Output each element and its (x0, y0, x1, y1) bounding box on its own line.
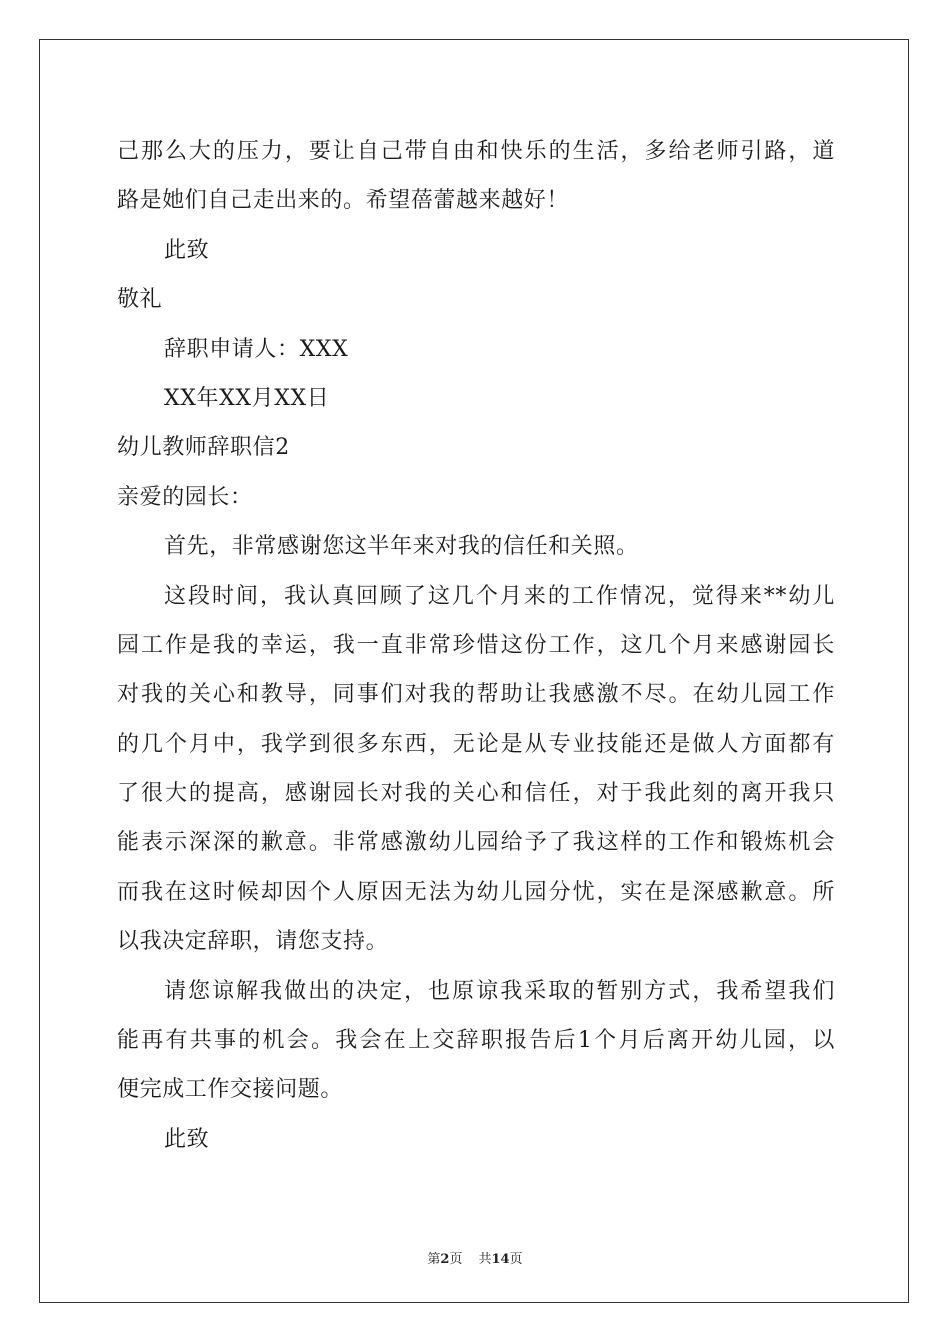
paragraph-line: 园工作是我的幸运，我一直非常珍惜这份工作，这几个月来感谢园长 (117, 632, 835, 658)
closing-regards: 敬礼 (117, 287, 163, 313)
letter-greeting: 亲爱的园长： (117, 484, 253, 510)
paragraph-line: 能再有共事的机会。我会在上交辞职报告后1个月后离开幼儿园，以 (117, 1028, 835, 1054)
paragraph-line: 的几个月中，我学到很多东西，无论是从专业技能还是做人方面都有 (117, 731, 835, 757)
paragraph-line: 路是她们自己走出来的。希望蓓蕾越来越好！ (117, 188, 570, 214)
paragraph-line: 对我的关心和教导，同事们对我的帮助让我感激不尽。在幼儿园工作 (117, 682, 835, 708)
paragraph-line: 便完成工作交接问题。 (117, 1077, 344, 1103)
current-page-number: 2 (440, 1252, 450, 1267)
signature-date: XX年XX月XX日 (164, 385, 330, 411)
paragraph-line: 了很大的提高，感谢园长对我的关心和信任，对于我此刻的离开我只 (117, 781, 835, 807)
closing-salutation: 此致 (164, 1126, 210, 1152)
paragraph-line: 请您谅解我做出的决定，也原谅我采取的暂别方式，我希望我们 (164, 978, 835, 1004)
signature-applicant: 辞职申请人：XXX (164, 336, 349, 362)
paragraph-line: 而我在这时候却因个人原因无法为幼儿园分忧，实在是深感歉意。所 (117, 879, 835, 905)
page-suffix: 页 (449, 1252, 463, 1267)
page-prefix: 第 (427, 1252, 441, 1267)
paragraph-line: 这段时间，我认真回顾了这几个月来的工作情况，觉得来**幼儿 (164, 583, 835, 609)
total-suffix: 页 (509, 1252, 523, 1267)
total-page-count: 14 (491, 1252, 510, 1267)
closing-salutation: 此致 (164, 237, 210, 263)
paragraph-line: 能表示深深的歉意。非常感激幼儿园给予了我这样的工作和锻炼机会 (117, 830, 835, 856)
page-footer (0, 1248, 950, 1267)
paragraph-line: 己那么大的压力，要让自己带自由和快乐的生活，多给老师引路，道 (117, 139, 835, 164)
paragraph-line: 以我决定辞职，请您支持。 (117, 929, 389, 955)
paragraph-line: 首先，非常感谢您这半年来对我的信任和关照。 (164, 534, 639, 560)
document-body (117, 127, 837, 1164)
letter-title: 幼儿教师辞职信2 (117, 435, 290, 461)
total-prefix: 共 (478, 1252, 492, 1267)
